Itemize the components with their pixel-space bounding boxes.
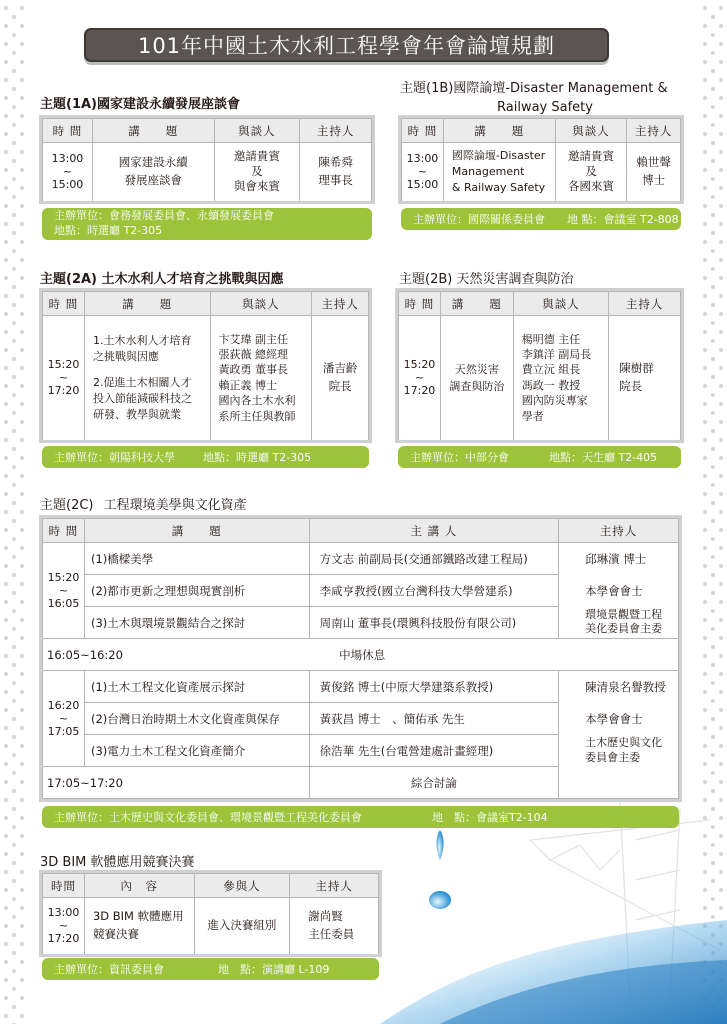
section-3-info-bar: [42, 958, 379, 980]
header-host: 主持人: [312, 292, 369, 316]
end-time: 17:05~17:20: [43, 767, 310, 799]
header-topic: 講 題: [440, 292, 513, 316]
organizer-label: 主辦單位：資訊委員會: [54, 963, 164, 976]
section-2c-title: [40, 494, 247, 513]
header-time: 時 間: [43, 519, 85, 543]
block2-host-role: 土木歷史與文化 委員會主委: [559, 735, 679, 767]
session-participants: 進入決賽組別: [194, 898, 290, 954]
header-topic: 講 題: [443, 119, 555, 143]
session-host: 謝尚賢 主任委員: [290, 898, 379, 954]
table-row-speaker: 黃荻昌 博士 、簡佑承 先生: [309, 703, 559, 735]
block1-host-title: 本學會會士: [559, 575, 679, 607]
organizer-label: 主辦單位：朝陽科技大學: [54, 451, 175, 464]
session-panel: 邀請貴賓 及 各國來賓: [555, 143, 627, 201]
header-host: 主持人: [290, 874, 379, 898]
section-2a-table: [42, 291, 369, 440]
section-3-title: 3D BIM 軟體應用競賽決賽: [40, 855, 195, 870]
location-label: 地點：天生廳 T2-405: [549, 451, 658, 464]
header-topic: 講 題: [84, 292, 210, 316]
section-2b-table: [398, 291, 681, 440]
header-host: 主持人: [627, 119, 681, 143]
location-label: 地 點：會議室T2-104: [432, 811, 548, 824]
table-row-topic: (3)電力土木工程文化資產簡介: [84, 735, 309, 767]
section-1b-title: [400, 80, 690, 118]
table-row-speaker: 周南山 董事長(環興科技股份有限公司): [309, 607, 559, 639]
location-label: 地 點：演講廳 L-109: [218, 963, 330, 976]
session-time: 13:00 ~ 15:00: [402, 143, 444, 201]
organizer-label: 主辦單位：中部分會: [410, 451, 509, 464]
section-1b-title-line1: 主題(1B)國際論壇-Disaster Management &: [400, 81, 668, 96]
table-row-speaker: 李咸亨教授(國立台灣科技大學營建系): [309, 575, 559, 607]
end-label: 綜合討論: [309, 767, 559, 799]
section-3-table: [42, 873, 379, 954]
header-host: 主持人: [300, 119, 372, 143]
session-time: 13:00 ~ 17:20: [43, 898, 85, 954]
session-time: 15:20 ~ 17:20: [43, 316, 85, 440]
table-row-topic: (2)台灣日治時期土木文化資產與保存: [84, 703, 309, 735]
section-1a-info-bar: [42, 208, 372, 240]
block1-time: 15:20 ~ 16:05: [43, 543, 85, 639]
section-1a-table: [42, 118, 372, 201]
organizer-label: 主辦單位：國際關係委員會: [413, 213, 545, 226]
session-panel: 邀請貴賓 及 與會來賓: [214, 143, 300, 201]
session-host: 潘吉齡 院長: [312, 316, 369, 440]
session-time: 15:20 ~ 17:20: [399, 316, 441, 440]
header-topic: 講 題: [92, 119, 214, 143]
section-2c-prefix: 主題(2C): [40, 498, 94, 513]
section-2c-info-bar: [42, 806, 679, 828]
section-2a-title: 主題(2A) 土木水利人才培育之挑戰與因應: [40, 272, 284, 287]
location-label: 地點：時選廳 T2-305: [203, 451, 312, 464]
section-1b-title-line2: Railway Safety: [497, 99, 593, 115]
table-row-topic: (2)都市更新之理想與現實剖析: [84, 575, 309, 607]
break-time: 16:05~16:20: [43, 639, 310, 671]
section-2a-info-bar: [42, 446, 369, 468]
section-1b-info-bar: [401, 208, 681, 230]
header-panel: 與談人: [513, 292, 609, 316]
header-time: 時 間: [43, 119, 93, 143]
session-panel: 楊明德 主任 李鎮洋 副局長 費立沅 組長 馮政一 教授 國內防災專家 學者: [513, 316, 609, 440]
session-host: 賴世聲 博士: [627, 143, 681, 201]
header-speaker: 主 講 人: [309, 519, 559, 543]
location-label: 地點：時選廳 T2-305: [54, 224, 163, 237]
header-time: 時間: [43, 874, 85, 898]
table-row-topic: (3)土木與環境景觀結合之探討: [84, 607, 309, 639]
left-dot-border: [0, 0, 30, 1024]
header-time: 時 間: [402, 119, 444, 143]
session-topic-1: 1.土木水利人才培育 之挑戰與因應: [92, 333, 192, 363]
header-time: 時 間: [399, 292, 441, 316]
block2-host-title: 本學會會士: [559, 703, 679, 735]
header-panel: 與談人: [555, 119, 627, 143]
block2-time: 16:20 ~ 17:05: [43, 671, 85, 767]
location-label: 地 點：會議室 T2-808: [567, 213, 679, 226]
block1-host-name: 邱琳濱 博士: [559, 543, 679, 575]
section-2c-table: [42, 518, 679, 799]
section-2b-info-bar: [398, 446, 681, 468]
session-topic: 3D BIM 軟體應用 競賽決賽: [84, 898, 194, 954]
water-wave-decoration: [380, 800, 727, 1024]
header-topic: 講 題: [84, 519, 309, 543]
organizer-label: 主辦單位：土木歷史與文化委員會、環境景觀暨工程美化委員會: [54, 811, 362, 824]
session-topic: 天然災害 調查與防治: [440, 316, 513, 440]
table-row-topic: (1)橋樑美學: [84, 543, 309, 575]
header-participants: 參與人: [194, 874, 290, 898]
section-2c-text: 工程環境美學與文化資產: [103, 498, 247, 513]
session-host: 陳樹群 院長: [609, 316, 681, 440]
header-panel: 與談人: [214, 119, 300, 143]
page-title: 101年中國土木水利工程學會年會論壇規劃: [84, 28, 609, 62]
session-topic: 國家建設永續 發展座談會: [92, 143, 214, 201]
header-time: 時 間: [43, 292, 85, 316]
session-topic: 國際論壇-Disaster Management & Railway Safety: [443, 143, 555, 201]
break-label: 中場休息: [309, 639, 678, 671]
session-time: 13:00 ~ 15:00: [43, 143, 93, 201]
section-2b-title: 主題(2B) 天然災害調查與防治: [399, 272, 574, 287]
header-host: 主持人: [609, 292, 681, 316]
session-topic: [84, 316, 210, 440]
header-panel: 與談人: [210, 292, 312, 316]
section-1b-table: [401, 118, 681, 201]
section-1a-title: 主題(1A)國家建設永續發展座談會: [40, 97, 240, 112]
header-host: 主持人: [559, 519, 679, 543]
block1-host-role: 環境景觀暨工程 美化委員會主委: [559, 607, 679, 639]
session-host: 陳希舜 理事長: [300, 143, 372, 201]
table-row-speaker: 徐浩華 先生(台電營建處計畫經理): [309, 735, 559, 767]
block2-host-name: 陳清泉名譽教授: [559, 671, 679, 703]
table-row-speaker: 黃俊銘 博士(中原大學建築系教授): [309, 671, 559, 703]
organizer-label: 主辦單位：會務發展委員會、永續發展委員會: [54, 209, 274, 223]
session-panel: 卞艾瑋 副主任 張荻薇 總經理 黃政勇 董事長 賴正義 博士 國內各土木水利 系所主任與教師: [210, 316, 312, 440]
table-row-speaker: 方文志 前副局長(交通部鐵路改建工程局): [309, 543, 559, 575]
table-row-topic: (1)土木工程文化資產展示探討: [84, 671, 309, 703]
session-topic-2: 2.促進土木相關人才 投入節能減碳科技之 研發、教學與就業: [92, 375, 192, 421]
header-content: 內 容: [84, 874, 194, 898]
